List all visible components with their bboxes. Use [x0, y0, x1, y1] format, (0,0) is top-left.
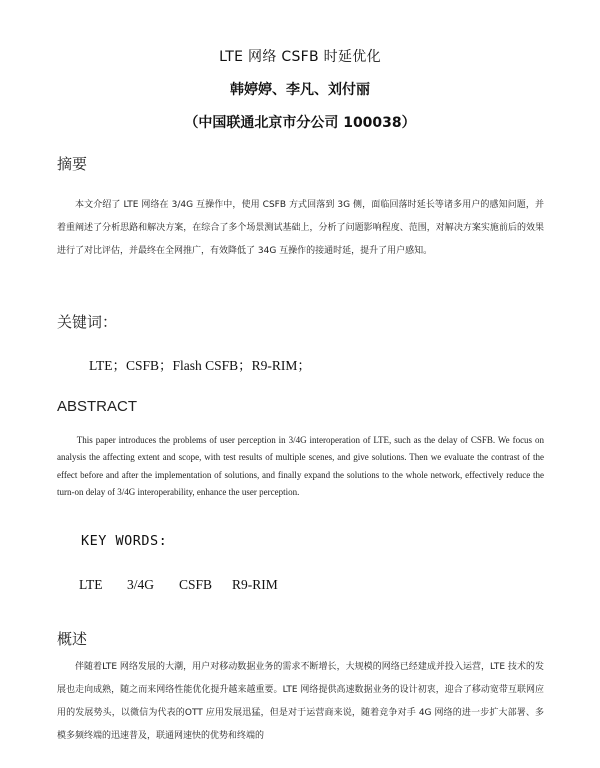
abstract-en-heading: ABSTRACT: [57, 398, 138, 415]
overview-text: 伴随着LTE 网络发展的大潮，用户对移动数据业务的需求不断增长，大规模的网络已经建成并投入运营，LTE 技术的发展也走向成熟，随之而来网络性能优化提升越来越重要。LTE 网络提供高速数据业务的设计初衷，迎合了移动宽带互联网应用的发展势头，以微信为代表的OTT 应用发展迅猛，但是对于运营商来说，随着竞争对手 4G 网络的进一步扩大部署、多模多频终端的迅速普及，联通网速快的优势和终端的: [57, 662, 544, 741]
paper-authors: 韩婷婷、李凡、刘付丽: [230, 82, 370, 98]
abstract-en-text: This paper introduces the problems of user perception in 3/4G interoperation of LTE, such as the delay of CSFB. We focus on analysis the affecting extent and scope, with test results of multiple scenes, and give solutions. Then we evaluate the contrast of the effect before and after the implementation of solutions, and finally expand the solutions to the whole network, effectively reduce the turn-on delay of 3/4G interoperability, enhance the user perception.: [57, 435, 544, 497]
keyword-en-item: CSFB: [179, 577, 213, 592]
abstract-cn-text: 本文介绍了 LTE 网络在 3/4G 互操作中，使用 CSFB 方式回落到 3G 侧，面临回落时延长等诸多用户的感知问题，并着重阐述了分析思路和解决方案，在综合了多个场景测试基础上，分析了问题影响程度、范围，对解决方案实施前后的效果进行了对比评估，并最终在全网推广，有效降低了 34G 互操作的接通时延，提升了用户感知。: [57, 200, 544, 256]
paper-affiliation: （中国联通北京市分公司 100038）: [184, 115, 416, 131]
keywords-cn-heading: 关键词：: [57, 313, 118, 331]
paper-title: LTE 网络 CSFB 时延优化: [219, 49, 381, 65]
keyword-en-item: 3/4G: [127, 577, 154, 592]
keyword-en-item: LTE: [79, 577, 103, 592]
keyword-en-item: R9-RIM: [232, 577, 278, 592]
abstract-cn-heading: 摘要: [57, 155, 88, 173]
overview-heading: 概述: [57, 630, 88, 648]
keywords-en-heading: KEY WORDS:: [81, 533, 168, 549]
keywords-cn-text: LTE；CSFB；Flash CSFB；R9-RIM；: [89, 358, 311, 373]
